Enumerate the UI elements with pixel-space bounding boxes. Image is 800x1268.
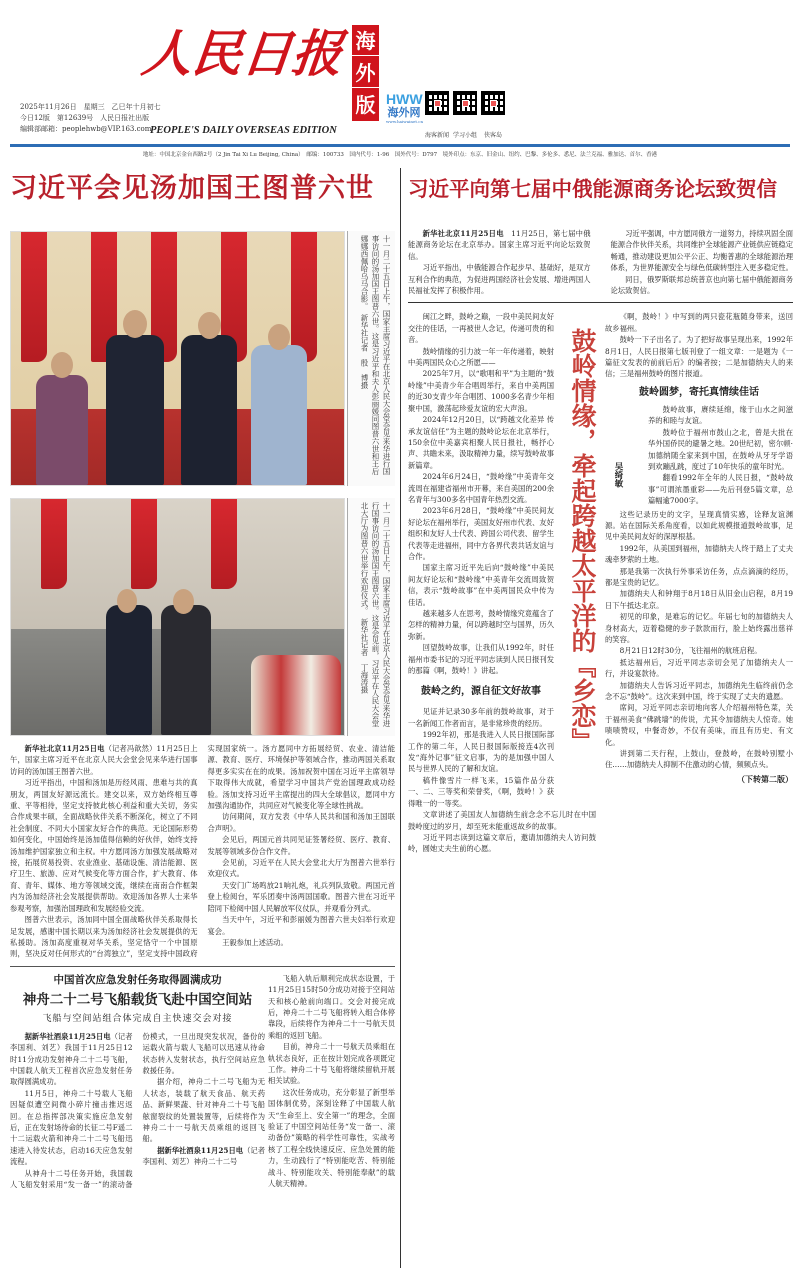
space-main [10, 973, 265, 1191]
paragraph-text: 11月25日，第七届中俄能源商务论坛在北京举办。国家主席习近平向论坛致贺信。 [408, 229, 591, 261]
subheadline: 飞船与空间站组合体完成自主快速交会对接 [42, 1013, 233, 1024]
paragraph [208, 857, 396, 880]
paragraph [268, 973, 395, 1041]
paragraph [605, 611, 793, 645]
space-section [10, 973, 395, 1191]
paragraph [408, 832, 596, 855]
paragraph [605, 748, 793, 771]
qr-code-icon[interactable] [453, 91, 477, 115]
paragraph-text: 会见后，两国元首共同见证签署经贸、医疗、教育、发展等领域多份合作文件。 [207, 835, 395, 856]
paragraph [408, 262, 591, 296]
paragraph-text: 鼓岭位于福州市鼓山之北，曾是大批在华外国侨民的避暑之地。20世纪初，密尔顿·加德纳随全家来到中国，在鼓岭从牙牙学语到欢蹦乱跳，度过了10年快乐的童年时光。 [648, 427, 793, 471]
paragraph-text: 稿件像雪片一样飞来，15篇作品分获一、二、三等奖和荣誉奖，《啊，鼓岭！》获得唯一的一等奖。 [408, 775, 554, 808]
edition-char: 外 [352, 59, 379, 88]
english-title: PEOPLE'S DAILY OVERSEAS EDITION [150, 125, 337, 136]
paragraph-text: 11月5日，神舟二十号载人飞船因疑似遭空间微小碎片撞击推迟返回。在总指挥部决策实施应急发射后，正在发射场待命的长征二号F遥二十二运载火箭和神舟二十二号飞船迅速进入待发状态，启动16天应急发射流程。 [10, 1088, 133, 1167]
paragraph-text: 这次任务成功，充分彰显了新型举国体制优势，深刻诠释了中国载人航天“生命至上、安全第一”的理念，全面验证了中国空间站任务“发一备一、滚动备份”策略的科学性可靠性，实战考核了工程全线快速反应、应急处置的能力，生动践行了“特别能吃苦、特别能战斗、特别能攻关、特别能奉献”的载人航天精神。 [268, 1087, 395, 1189]
paragraph-text: 讲到第二天行程，上鼓山，登鼓岭，在鼓岭别墅小住……加德纳夫人抑制不住激动的心情，频频点头。 [605, 749, 793, 770]
edition-char: 海 [352, 27, 379, 56]
paragraph [208, 811, 396, 834]
edition-info: 今日12版 第12639号 人民日报社出版 [20, 114, 150, 122]
headline-shenzhou: 神舟二十二号飞船载货飞赴中国空间站 [22, 991, 253, 1008]
paragraph-text: （记者李国利、刘艺）神舟二十二号 [142, 1145, 266, 1167]
photo-row [10, 498, 395, 736]
paragraph-text: 当天中午，习近平和彭丽媛为图普六世夫妇举行欢迎宴会。 [207, 915, 395, 936]
feature-column-b [605, 311, 793, 784]
paragraph-text: 2024年6月24日，“鼓岭缘”中美青年交流周在福建省福州市开幕，来自美国的200余名青年与300多名中国青年热烈交流。 [408, 472, 554, 504]
article-tonga-body [10, 743, 395, 960]
feature-paragraphs [648, 404, 793, 507]
paragraph-text: 国家主席习近平先后向“鼓岭缘”中美民间友好论坛和“鼓岭缘”中美青年交流周致贺信，表示“鼓岭故事”在中美两国民众中传为佳话。 [408, 563, 554, 607]
qr-label: 侠客岛 [483, 132, 502, 139]
paragraph-text: 越来越多人在思考，鼓岭情缘究竟蕴含了怎样的精神力量，何以跨越时空与国界，历久弥新。 [408, 609, 554, 641]
paragraph-text: 王毅参加上述活动。 [222, 937, 288, 947]
feature-author-block [605, 404, 793, 507]
address-line: 地址：中国北京金台西路2号（2 Jin Tai Xi Lu Beijing, China） 邮编：100733 国内代号：1-96 国外代号：D797 境外印点：东京、旧金山、纽约、巴黎、多伦多、悉尼、法兰克福、雅加达、首尔、香港 [142, 152, 658, 158]
hww-logo-text: HWW [386, 91, 423, 107]
hww-name: 海外网 [387, 106, 421, 119]
editorial-email: 编辑部邮箱：peoplehwb@VIP.163.com [20, 125, 152, 133]
paragraph-text: 习近平同志读到这篇文章后，邀请加德纳夫人访问鼓岭，圆她丈夫生前的心愿。 [408, 832, 596, 854]
paragraph-text: 1992年初，那是我进入人民日报国际部工作的第二年，人民日报国际版接连4次刊发“海外记事”征文启事，为的是加强中国人民与世界人民的了解和友谊。 [408, 730, 554, 774]
paragraph-text: 《啊，鼓岭！》中写到的两只瓷花瓶随身带来，送回故乡福州。 [605, 312, 793, 333]
paragraph-text: 翻看1992年全年的人民日报，“鼓岭故事”可谓浓墨重彩——先后刊登5篇文章，总篇幅逾7000字。 [648, 473, 793, 506]
paragraph-text: 访问期间，双方发表《中华人民共和国和汤加王国联合声明》。 [207, 812, 395, 833]
paragraph [605, 334, 793, 380]
paragraph [648, 472, 793, 506]
paragraph [605, 543, 793, 566]
feature-paragraphs [605, 311, 793, 379]
paragraph-text: 1992年，从美国到福州，加德纳夫人终于踏上了丈夫魂牵梦萦的土地。 [605, 543, 793, 565]
paragraph [268, 1041, 395, 1087]
paragraph-text: 8月21日12时30分，飞往福州的航班启程。 [619, 646, 762, 656]
article-shenzhou-continued [268, 973, 395, 1190]
paragraph-text: 习近平指出，中俄能源合作起步早、基础好，是双方互利合作的典范，为促进两国经济社会发展、增进两国人民福祉发挥了积极作用。 [408, 263, 591, 296]
masthead-rule [10, 144, 790, 147]
paragraph [408, 228, 591, 262]
space-headline-block [10, 973, 265, 1026]
paragraph [10, 777, 198, 914]
paragraph-text: 加德纳夫人和钟翔于8月18日从旧金山启程，8月19日下午抵达北京。 [605, 589, 793, 610]
right-half [408, 165, 793, 855]
paragraph-text: （记者冯歆然）11月25日上午，国家主席习近平在北京人民大会堂会见来华进行国事访问的汤加国王图普六世。 [10, 744, 198, 776]
qr-code-icon[interactable] [481, 91, 505, 115]
paragraph [605, 566, 793, 589]
paragraph [605, 509, 793, 543]
paragraph [208, 880, 396, 914]
photo-caption: 十一月二十五日上午，国家主席习近平在北京人民大会堂会见来华进行国事访问的汤加国王图普六世。这是会见前，习近平在人民大会堂北大厅为图普六世举行欢迎仪式。 新华社记者 丁海涛摄 [347, 498, 395, 736]
paragraph [605, 588, 793, 611]
paragraph-text: 那是我第一次执行外事采访任务，点点滴滴的经历，都是宝贵的记忆。 [605, 566, 793, 587]
column-divider [400, 168, 401, 1268]
article-shenzhou-body [10, 1031, 265, 1191]
paragraph-text: 习近平强调，中方愿同俄方一道努力，持续巩固全面能源合作伙伴关系，共同维护全球能源产业链供应链稳定畅通，推动建设更加公平公正、均衡普惠的全球能源治理体系，为世界能源安全与绿色低碳转型注入更多稳定性。 [610, 229, 793, 273]
paragraph [143, 1145, 266, 1168]
paragraph [611, 228, 794, 274]
paragraph-text: 会见前，习近平在人民大会堂北大厅为图普六世举行欢迎仪式。 [207, 858, 395, 879]
photo-leaders-group [10, 231, 345, 486]
paragraph-text: 这些记录历史的文字，呈现真情实感，诠释友谊渊源。站在国际关系角度看，以如此规模报道鼓岭故事，足见中美民间友好的深厚根基。 [605, 509, 793, 542]
paragraph-text: 2023年6月28日，“鼓岭缘”中美民间友好论坛在福州举行，美国友好州市代表、友好组织和友好人士代表、跨国公司代表、留学生代表等走进福州，同中方各界代表共话友谊与合作。 [408, 506, 554, 561]
paragraph-text: 鼓岭故事，赓续延绵，缘于山水之间滋养的和睦与友谊。 [648, 404, 793, 426]
paragraph-text: 目前，神舟二十一号航天员乘组在轨状态良好，正在按计划完成各项既定工作。神舟二十号飞船将继续留轨开展相关试验。 [268, 1042, 395, 1086]
feature-area [408, 311, 793, 854]
paragraph-text: 同日，俄罗斯联邦总统普京也向第七届中俄能源商务论坛致贺信。 [610, 274, 793, 296]
paragraph-text: 鼓岭一下子出名了。为了把好故事呈现出来，1992年8月1日，人民日报第七版刊登了一组文章：一是题为《一篇征文发表的前前后后》的编者按；二是加德纳夫人的来信；三是福州鼓岭的图片报道。 [605, 335, 793, 379]
paragraph-text: 见证并记录30多年前的鼓岭故事，对于一名新闻工作者而言，是非常珍贵的经历。 [408, 707, 554, 728]
paragraph [408, 809, 596, 832]
section-rule [10, 966, 395, 967]
issue-date: 2025年11月26日 星期三 乙巳年十月初七 [20, 103, 161, 111]
paragraph-text: 天安门广场鸣放21响礼炮，礼兵列队致敬。两国元首登上检阅台，军乐团奏中汤两国国歌。图普六世在习近平陪同下检阅中国人民解放军仪仗队，并观看分列式。 [207, 880, 395, 913]
paragraph-text: 闽江之畔，鼓岭之巅，一段中美民间友好交往的佳话，一再被世人念记，传递可贵的和音。 [408, 312, 554, 345]
headline-energy-forum: 习近平向第七届中俄能源商务论坛致贺信 [408, 177, 777, 201]
paragraph [208, 937, 396, 948]
edition-char: 版 [355, 93, 376, 118]
paragraph [605, 657, 793, 680]
paragraph [605, 311, 793, 334]
dateline: 新华社北京11月25日电 [422, 229, 504, 238]
feature-headline: 鼓岭情缘，牵起跨越太平洋的『乡恋』 [568, 328, 597, 754]
paragraph [268, 1087, 395, 1190]
paragraph-text: 抵达福州后，习近平同志亲切会见了加德纳夫人一行，并设宴款待。 [605, 657, 793, 679]
haiwainet-logo[interactable] [386, 92, 422, 124]
newspaper-logo: 人民日报 [138, 24, 346, 83]
paragraph-text: 图普六世表示，汤加同中国全面战略伙伴关系取得长足发展，感谢中国长期以来为汤加经济社会发展提供的无私援助。汤加高度重视对华关系，坚定恪守一个中国原则，坚决反对任何形式的“台湾独立”，坚定支持中国政府实现国家统一。汤方愿同中方拓展经贸、农业、清洁能源、教育、医疗、环境保护等领域合作，推动两国关系取得更多实实在在的成果。汤加祝贺中国在习近平主席领导下取得伟大成就，希望学习中国共产党治国理政成功经验。汤加支持习近平主席提出的四大全球倡议，愿同中方加强沟通协作，共同应对气候变化等全球性挑战。 [10, 744, 395, 959]
paragraph [10, 743, 198, 777]
paragraph [648, 404, 793, 427]
photo-row [10, 231, 395, 486]
qr-label: 学习小组 [452, 132, 477, 139]
headline-tonga: 习近平会见汤加国王图普六世 [10, 173, 374, 204]
overseas-edition-badge [352, 25, 379, 121]
dateline: 据新华社酒泉11月25日电 [157, 1145, 244, 1155]
paragraph [10, 1088, 133, 1168]
left-half [10, 165, 395, 1190]
paragraph-text: 初见的印象，是难忘的记忆。年届七旬的加德纳夫人身材高大，迈着稳健的步子款款而行，脸上始终露出慈祥的笑容。 [605, 612, 793, 644]
paragraph-text: 据介绍，神舟二十二号飞船为无人状态，装载了航天食品、航天药品、新鲜果蔬、针对神舟二十号飞船舷窗裂纹的处置装置等，后续将作为神舟二十一号航天员乘组的返回飞船。 [142, 1077, 265, 1144]
paragraph-text: 从神舟十二号任务开始，我国载人飞船发射采用“发一备一”的滚动备份模式，一旦出现突发状况，备份的运载火箭与载人飞船可以迅速从待命状态转入发射状态，执行空间站应急救援任务。 [10, 1031, 265, 1189]
paragraph-text: 加德纳夫人告诉习近平同志，加德纳先生临终前仍念念不忘“鼓岭”。这次来到中国，终于实现了丈夫的遗愿。 [605, 680, 793, 702]
feature-subheading: 鼓岭之约，源自征文好故事 [421, 686, 541, 698]
qr-code-icon[interactable] [425, 91, 449, 115]
paragraph [605, 702, 793, 748]
paragraph [605, 680, 793, 703]
paragraph-text: 鼓岭情缘的引力波一年一年传递着，映射中美两国民众心之所愿—— [408, 346, 554, 368]
paragraph [143, 1076, 266, 1144]
paragraph-text: 回望鼓岭故事，让我们从1992年，时任福州市委书记的习近平同志读到人民日报刊发的那篇《啊，鼓岭！》讲起。 [408, 643, 554, 676]
photo-welcome-ceremony [10, 498, 345, 736]
paragraph [611, 274, 794, 297]
paragraph [208, 834, 396, 857]
paragraph-text: 飞船入轨后顺利完成状态设置，于11月25日15时50分成功对接于空间站天和核心舱前向端口。交会对接完成后，神舟二十二号飞船将转入组合体停靠段，后续将作为神舟二十一号航天员乘组的返回飞船。 [268, 973, 395, 1040]
paragraph-text: 文章讲述了美国友人加德纳生前念念不忘儿时在中国鼓岭度过的岁月，却至死未能重返故乡的故事。 [408, 810, 596, 831]
kicker: 中国首次应急发射任务取得圆满成功 [53, 973, 222, 986]
article-energy-body [408, 228, 793, 296]
dateline: 新华社北京11月25日电 [24, 744, 105, 753]
section-rule [408, 302, 793, 303]
feature-subheading: 鼓岭圆梦，寄托真情续佳话 [639, 386, 759, 398]
feature-author: 吴绮敏 [613, 461, 623, 488]
paragraph [10, 1031, 133, 1088]
dateline: 据新华社酒泉11月25日电 [24, 1031, 111, 1041]
hww-url: www.haiwainet.cn [386, 119, 424, 124]
qr-label: 海客新闻 [424, 132, 449, 139]
continued-notice[interactable]: （下转第二版） [737, 773, 793, 784]
paragraph-text: 习近平指出，中国和汤加是历经风雨、患难与共的真朋友，两国友好源远流长。建交以来，双方始终相互尊重、平等相待，坚定支持彼此核心利益和重大关切，务实合作成果丰硕，全面战略伙伴关系不断深化，树立了不同社会制度、不同大小国家友好合作的典范。无论国际形势如何变化，中国始终是汤加值得信赖的好伙伴，始终支持汤加维护国家独立和主权。中方愿同汤方加强发展战略对接，拓展贸易投资、农业渔业、基础设施、清洁能源、医疗卫生、旅游、应对气候变化等方面合作，扩大教育、体育、青年、媒体、地方等领域交流，继续在南南合作框架内为汤加经济社会发展提供帮助。欢迎汤加各界人士来华参观考察，加强治国理政和发展经验交流。 [10, 778, 198, 913]
paragraph [648, 427, 793, 473]
feature-paragraphs [605, 509, 793, 771]
paragraph-text: （记者李国利、刘艺）我国于11月25日12时11分成功发射神舟二十二号飞船，中国载人航天工程首次应急发射任务取得圆满成功。 [10, 1031, 133, 1087]
paragraph-text: 席间，习近平同志亲切地向客人介绍福州特色菜，关于福州美食“佛跳墙”的传说，尤其令加德纳夫人惊奇。她啧啧赞叹，中餐奇妙，不仅有美味，而且有历史、有文化。 [605, 703, 793, 747]
photo-caption: 十一月二十五日上午，国家主席习近平在北京人民大会堂会见来华进行国事访问的汤加国王图普六世。这是习近平和夫人彭丽媛同图普六世和王后娜娜西佩哈乌马合影。 新华社记者 殷 博摄 [347, 231, 395, 486]
paragraph-text: 2024年12月20日，以“跨越文化差异 传承友谊信任”为主题的鼓岭论坛在北京举行，150余位中美嘉宾相聚人民日报社，畅抒心声、共瞻未来，汲取精神力量，续写鼓岭故事新篇章。 [408, 415, 554, 470]
issue-info [20, 102, 161, 135]
paragraph-text: 2025年7月，以“歌唱和平”为主题的“鼓岭缘”中美青少年合唱周举行，来自中美两国的近30支青少年合唱团、1000多名青少年相聚中国，激荡起珍爱友谊的宏大声浪。 [408, 369, 554, 413]
paragraph [208, 914, 396, 937]
paragraph [605, 645, 793, 656]
